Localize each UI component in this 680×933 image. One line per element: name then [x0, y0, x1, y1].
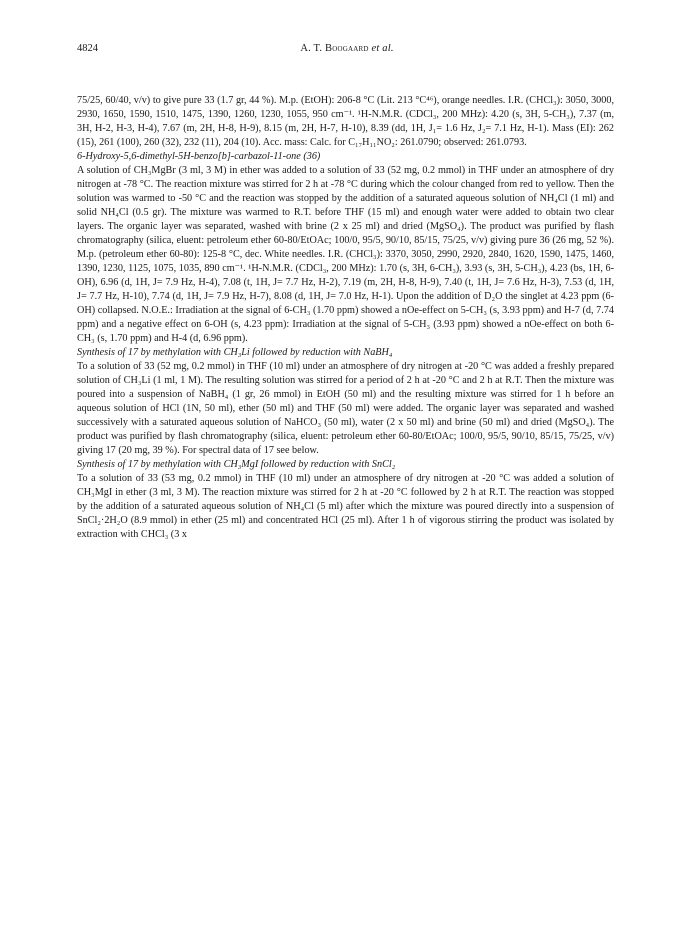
- running-head-authors: A. T. Boogaard: [300, 43, 369, 54]
- article-body: [77, 94, 614, 542]
- paragraph-methylation-ch3li: To a solution of 33 (52 mg, 0.2 mmol) in THF (10 ml) under an atmosphere of dry nitrogen at -20 °C was added a freshly prepared solution of CH₃Li (1 ml, 1 M). The resulting solution was stirred for a period of 2 h at -20 °C and 2 h at R.T. Then the mixture was poured into a suspension of NaBH₄ (1 gr, 26 mmol) in EtOH (50 ml) and the resulting mixture was stirred for 1 h before an aqueous solution of HCl (1N, 50 ml), ether (50 ml) and THF (50 ml) were added. The organic layer was separated and washed successively with a saturated aqueous solution of NaHCO₃ (50 ml), water (2 x 50 ml) and brine (50 ml) and dried (MgSO₄). The product was purified by flash chromatography (silica, eluent: petroleum ether 60-80/EtOAc; 100/0, 95/5, 90/10, 85/15, 75/25, v/v) giving 17 (20 mg, 39 %). For spectral data of 17 see below.: [77, 361, 614, 456]
- paragraph-compound-36-procedure: A solution of CH₃MgBr (3 ml, 3 M) in ether was added to a solution of 33 (52 mg, 0.2 mmol) in THF under an atmosphere of dry nitrogen at -78 °C. The reaction mixture was stirred for 2 h at -78 °C during which the colour changed from red to yellow. Then the solution was warmed to -50 °C and the reaction was stopped by the addition of a saturated aqueous solution of NH₄Cl (1 ml) and solid NH₄Cl (0.5 gr). The mixture was warmed to R.T. before THF (15 ml) and enough water were added to obtain two clear layers. The organic layer was separated, washed with brine (2 x 25 ml) and dried (MgSO₄). The product was purified by flash chromatography (silica, eluent: petroleum ether 60-80/EtOAc; 100/0, 95/5, 90/10, 85/15, 75/25, v/v) giving pure 36 (26 mg, 52 %). M.p. (petroleum ether 60-80): 125-8 °C, dec. White needles. I.R. (CHCl₃): 3370, 3050, 2990, 2920, 2840, 1620, 1590, 1475, 1460, 1390, 1230, 1125, 1075, 1035, 890 cm⁻¹. ¹H-N.M.R. (CDCl₃, 200 MHz): 1.70 (s, 3H, 6-CH₃), 3.93 (s, 3H, 5-CH₃), 4.23 (bs, 1H, 6-OH), 6.96 (d, 1H, J= 7.9 Hz, H-4), 7.08 (t, 1H, J= 7.7 Hz, H-2), 7.19 (m, 2H, H-8, H-9), 7.40 (t, 1H, J= 7.6 Hz, H-3), 7.53 (d, 1H, J= 7.7 Hz, H-10), 7.74 (d, 1H, J= 7.9 Hz, H-7), 8.08 (d, 1H, J= 7.0 Hz, H-1). Upon the addition of D₂O the singlet at 4.23 ppm (6-OH) collapsed. N.O.E.: Irradiation at the signal of 6-CH₃ (1.70 ppm) showed a nOe-effect on 5-CH₃ (s, 3.93 ppm) and H-7 (d, 7.74 ppm) and a negative effect on 6-OH (s, 4.23 ppm): Irradiation at the signal of 5-CH₃ (3.93 ppm) showed a nOe-effect on both 6-CH₃ (s, 1.70 ppm) and H-4 (d, 6.96 ppm).: [77, 165, 614, 344]
- page-header: [77, 43, 617, 57]
- section-heading-methylation-ch3mgi: Synthesis of 17 by methylation with CH₃MgI followed by reduction with SnCl₂: [77, 459, 396, 470]
- running-head: [77, 43, 617, 54]
- section-heading-methylation-ch3li: Synthesis of 17 by methylation with CH₃Li followed by reduction with NaBH₄: [77, 347, 393, 358]
- paragraph-methylation-ch3mgi: To a solution of 33 (53 mg, 0.2 mmol) in THF (10 ml) under an atmosphere of dry nitrogen at -20 °C was added a solution of CH₃MgI in ether (3 ml, 3 M). The reaction mixture was stirred for 2 h at -20 °C followed by 2 h at R.T. The reaction was stopped by the addition of a saturated aqueous solution of NH₄Cl (5 ml) after which the mixture was poured directly into a suspension of SnCl₂·2H₂O (8.9 mmol) in ether (25 ml) and concentrated HCl (25 ml). After 1 h of vigorous stirring the product was isolated by extraction with CHCl₃ (3 x: [77, 473, 614, 540]
- page-number: 4824: [77, 43, 98, 54]
- running-head-etal: et al.: [371, 43, 394, 54]
- section-heading-compound-36: 6-Hydroxy-5,6-dimethyl-5H-benzo[b]-carbazol-11-one (36): [77, 151, 321, 162]
- paragraph-compound-33-data: 75/25, 60/40, v/v) to give pure 33 (1.7 gr, 44 %). M.p. (EtOH): 206-8 °C (Lit. 213 °C⁴⁶), orange needles. I.R. (CHCl₃): 3050, 3000, 2930, 1650, 1590, 1510, 1475, 1390, 1260, 1230, 1055, 950 cm⁻¹. ¹H-N.M.R. (CDCl₃, 200 MHz): 4.20 (s, 3H, 5-CH₃), 7.37 (m, 3H, H-2, H-3, H-4), 7.67 (m, 2H, H-8, H-9), 8.15 (m, 2H, H-7, H-10), 8.39 (dd, 1H, J₁= 1.6 Hz, J₂= 7.1 Hz, H-1). Mass (EI): 262 (15), 261 (100), 260 (32), 232 (11), 204 (10). Acc. mass: Calc. for C₁₇H₁₁NO₂: 261.0790; observed: 261.0793.: [77, 95, 614, 148]
